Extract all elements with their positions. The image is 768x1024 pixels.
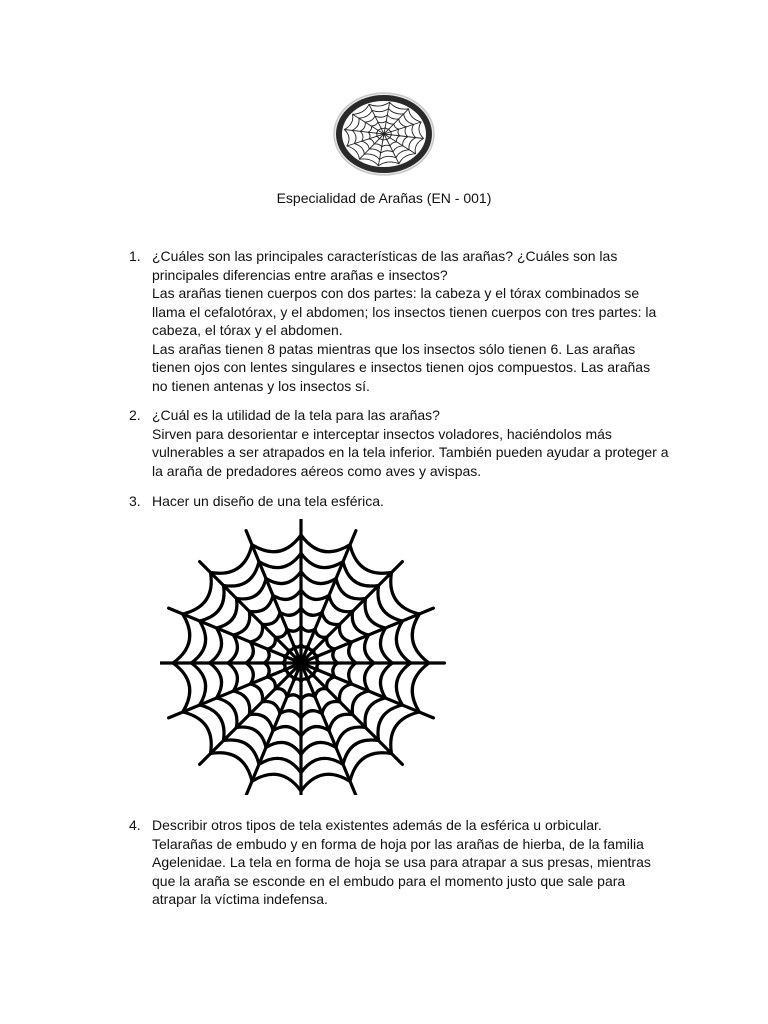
answer-text: Sirven para desorientar e interceptar insectos voladores, haciéndolos más vulnerables a ser atrapados en la tela inferior. También pueden ayudar a proteger a la araña de predadores aéreos como aves y avispas. xyxy=(152,425,669,479)
answer-text: Las arañas tienen cuerpos con dos partes: la cabeza y el tórax combinados se llama el cefalotórax, y el abdomen; los insectos tienen cuerpos con tres partes: la cabeza, el tórax y el abdomen. xyxy=(152,285,657,338)
question-2 xyxy=(129,406,669,480)
question-4 xyxy=(129,816,669,909)
question-number: 4. xyxy=(129,817,141,833)
question-number: 3. xyxy=(129,493,141,509)
question-number: 2. xyxy=(129,407,141,423)
question-text: Describir otros tipos de tela existentes además de la esférica u orbicular. xyxy=(152,817,602,833)
answer-text: Telarañas de embudo y en forma de hoja por las arañas de hierba, de la familia Agelenidae. La tela en forma de hoja se usa para atrapar a sus presas, mientras que la araña se esconde en el embudo para el momento justo que sale para atrapar la víctima indefensa. xyxy=(152,835,651,907)
question-text: Hacer un diseño de una tela esférica. xyxy=(152,493,384,509)
orb-spider-web-icon xyxy=(160,519,456,795)
question-text: ¿Cuáles son las principales características de las arañas? ¿Cuáles son las principales diferencias entre arañas e insectos? xyxy=(152,248,618,283)
question-text: ¿Cuál es la utilidad de la tela para las arañas? xyxy=(152,407,440,423)
document-title: Especialidad de Arañas (EN - 001) xyxy=(276,190,492,206)
question-3 xyxy=(129,492,669,511)
question-number: 1. xyxy=(129,248,141,264)
question-1 xyxy=(129,247,669,395)
answer-text: Las arañas tienen 8 patas mientras que los insectos sólo tienen 6. Las arañas tienen ojos con lentes singulares e insectos tienen ojos compuestos. Las arañas no tienen antenas y los insectos sí. xyxy=(152,340,651,394)
spider-web-badge-icon xyxy=(332,91,436,177)
